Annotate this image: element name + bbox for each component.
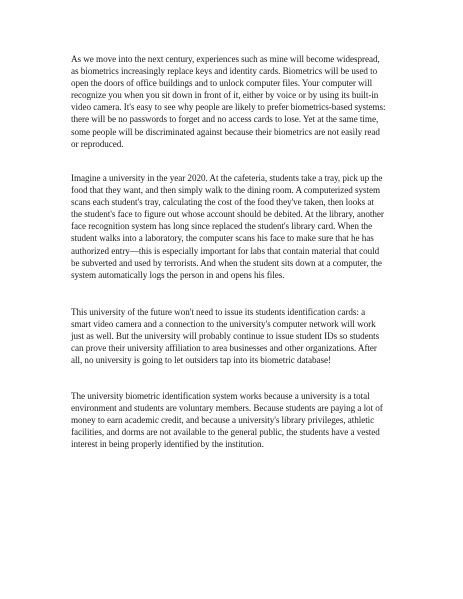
text-line: can prove their university affiliation to area businesses and other organizations. After xyxy=(71,343,377,354)
paragraph-identification-cards xyxy=(71,306,396,366)
text-line: system automatically logs the person in and opens his files. xyxy=(71,269,285,280)
text-line: As we move into the next century, experiences such as mine will become widespread, xyxy=(71,54,380,64)
text-line: some people will be discriminated against because their biometrics are not easily read xyxy=(71,126,380,137)
text-line: video camera. It's easy to see why people are likely to prefer biometrics-based systems: xyxy=(71,102,386,113)
text-line: authorized entry—this is especially important for labs that contain material that could xyxy=(71,245,380,256)
text-line: facilities, and dorms are not available to the general public, the students have a vested xyxy=(71,427,380,438)
text-line: face recognition system has long since replaced the student's library card. When the xyxy=(71,221,373,232)
text-line: food that they want, and then simply walk to the dining room. A computerized system xyxy=(71,185,381,196)
text-line: the student's face to figure out whose account should be debited. At the library, another xyxy=(71,209,384,220)
paragraph-total-environment xyxy=(71,390,396,450)
text-line: as biometrics increasingly replace keys and identity cards. Biometrics will be used to xyxy=(71,66,378,77)
text-line: be subverted and used by terrorists. And when the student sits down at a computer, the xyxy=(71,257,382,268)
text-line: or reproduced. xyxy=(71,138,124,149)
text-line: smart video camera and a connection to the university's computer network will work xyxy=(71,319,376,330)
text-line: just as well. But the university will probably continue to issue student IDs so students xyxy=(71,331,380,342)
text-line: environment and students are voluntary members. Because students are paying a lot of xyxy=(71,403,383,414)
text-line: money to earn academic credit, and because a university's library privileges, athletic xyxy=(71,415,375,426)
text-line: Imagine a university in the year 2020. At the cafeteria, students take a tray, pick up the xyxy=(71,173,383,183)
text-line: The university biometric identification system works because a university is a total xyxy=(71,391,370,401)
text-line: all, no university is going to let outsiders tap into its biometric database! xyxy=(71,355,331,366)
paragraph-university-2020 xyxy=(71,172,396,281)
text-line: scans each student's tray, calculating the cost of the food they've taken, then looks at xyxy=(71,197,374,208)
text-line: This university of the future won't need to issue its students identification cards: a xyxy=(71,307,366,317)
text-line: student walks into a laboratory, the computer scans his face to make sure that he has xyxy=(71,233,374,244)
text-line: there will be no passwords to forget and no access cards to lose. Yet at the same time, xyxy=(71,114,379,125)
text-line: recognize you when you sit down in front of it, either by voice or by using its built-in xyxy=(71,90,379,101)
text-line: interest in being properly identified by the institution. xyxy=(71,439,264,450)
text-line: open the doors of office buildings and to unlock computer files. Your computer will xyxy=(71,78,373,89)
paragraph-biometrics-future xyxy=(71,53,396,150)
